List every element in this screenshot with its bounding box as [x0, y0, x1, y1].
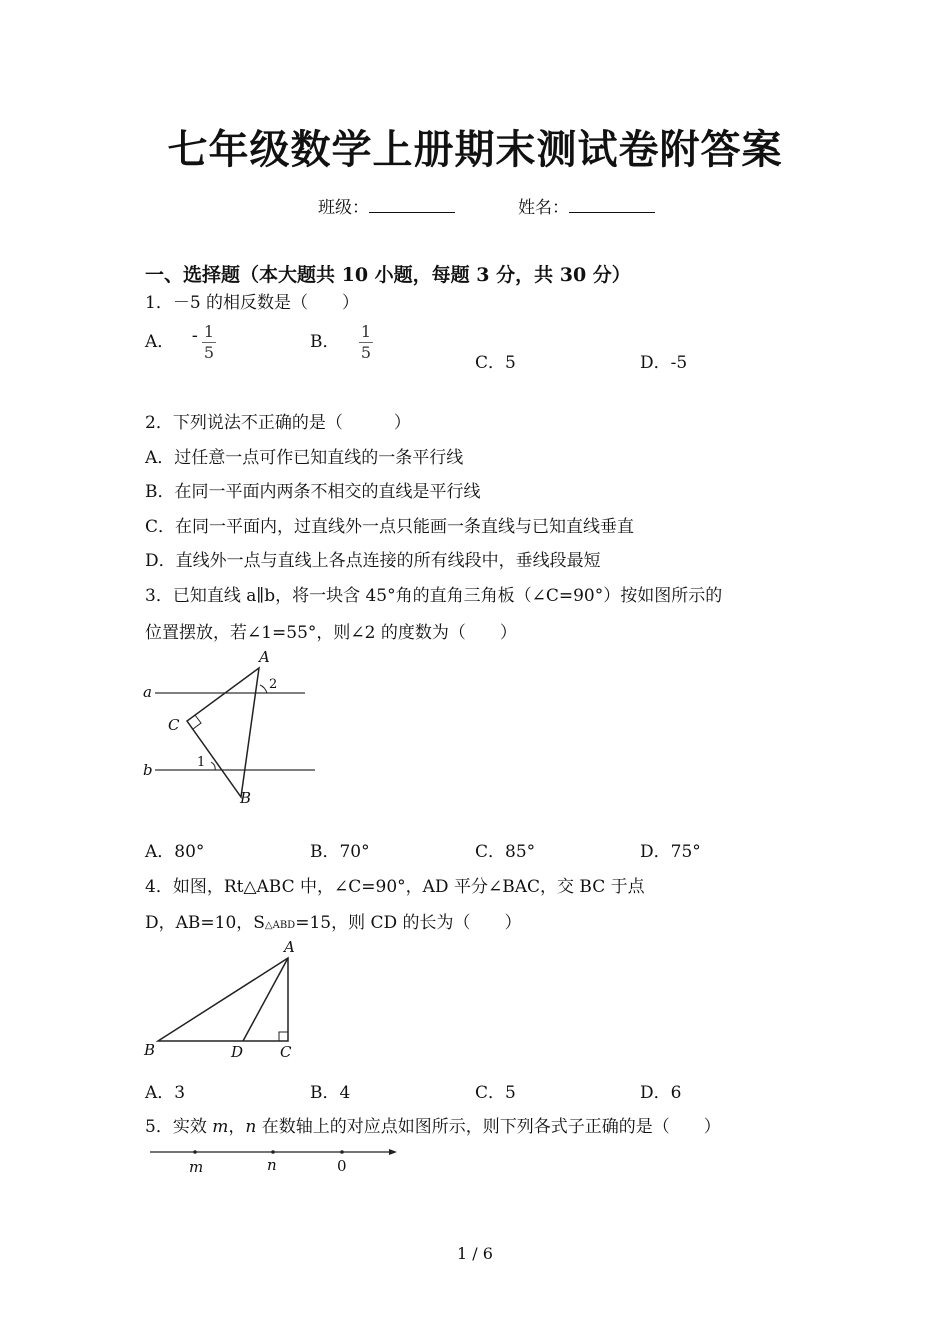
label-vertex-B: B	[144, 1041, 156, 1059]
q1-option-c: C．5	[475, 353, 516, 373]
q2-option-d: D．直线外一点与直线上各点连接的所有线段中，垂线段最短	[145, 551, 601, 571]
q1-b-fraction	[359, 322, 373, 363]
q5-stem	[145, 1112, 721, 1137]
q3-option-c: C．85°	[475, 842, 536, 862]
right-angle-mark-C	[193, 715, 201, 729]
q1-a-label: A．	[145, 332, 175, 352]
class-blank	[369, 196, 455, 213]
q4-figure	[138, 935, 308, 1065]
name-label: 姓名：	[518, 198, 569, 218]
q1-a-numerator: 1	[203, 322, 215, 341]
q3-figure	[135, 645, 335, 810]
name-blank	[569, 196, 655, 213]
q5-var-m: m	[212, 1117, 229, 1137]
q3-stem-line2: 位置摆放，若∠1=55°，则∠2 的度数为（ ）	[145, 623, 517, 643]
triangle-ABC	[158, 958, 288, 1041]
label-vertex-A: A	[284, 938, 295, 956]
name-field	[518, 193, 655, 218]
q2-stem: 2．下列说法不正确的是（ ）	[145, 413, 411, 433]
point-n	[271, 1150, 275, 1154]
q2-option-b: B．在同一平面内两条不相交的直线是平行线	[145, 482, 481, 502]
section-heading: 一、选择题（本大题共 10 小题，每题 3 分，共 30 分）	[145, 264, 631, 286]
q3-stem-line1: 3．已知直线 a∥b，将一块含 45°角的直角三角板（∠C=90°）按如图所示的	[145, 586, 723, 606]
angle-1-arc	[211, 762, 215, 770]
label-zero: 0	[337, 1157, 347, 1175]
q1-option-b	[310, 322, 373, 363]
page-number: 1 / 6	[457, 1244, 493, 1263]
label-vertex-D: D	[231, 1043, 244, 1061]
label-angle-2: 2	[269, 677, 278, 692]
q1-b-label: B．	[310, 332, 340, 352]
right-angle-mark-C	[279, 1032, 288, 1041]
q1-b-numerator: 1	[360, 322, 372, 341]
q4-option-c: C．5	[475, 1083, 516, 1103]
q1-a-sign: -	[191, 326, 198, 346]
q5-stem-post: 在数轴上的对应点如图所示，则下列各式子正确的是（ ）	[256, 1117, 721, 1137]
q4-option-b: B．4	[310, 1083, 351, 1103]
point-0	[340, 1150, 344, 1154]
q3-option-b: B．70°	[310, 842, 370, 862]
q4-area-subscript: △ABD	[264, 920, 296, 931]
q5-number-line	[145, 1142, 405, 1182]
q4-stem-line2	[145, 908, 522, 933]
q4-stem-line1: 4．如图，Rt△ABC 中，∠C=90°，AD 平分∠BAC，交 BC 于点	[145, 877, 645, 897]
q1-option-a	[145, 322, 216, 363]
q1-a-denominator: 5	[203, 343, 215, 362]
label-angle-1: 1	[197, 755, 206, 770]
q4-stem-line2-pre: D，AB=10，S	[145, 913, 265, 933]
q5-var-n: n	[245, 1117, 257, 1137]
page-title: 七年级数学上册期末测试卷附答案	[167, 126, 783, 173]
label-vertex-C: C	[168, 716, 180, 734]
label-m: m	[189, 1158, 204, 1176]
label-vertex-B: B	[240, 789, 252, 807]
q1-b-denominator: 5	[360, 343, 372, 362]
bisector-AD	[243, 958, 288, 1041]
q1-stem: 1．－5 的相反数是（ ）	[145, 293, 360, 313]
q1-option-d: D．-5	[640, 353, 688, 373]
triangle-ABC	[187, 668, 259, 797]
point-m	[193, 1150, 197, 1154]
q1-a-fraction	[202, 322, 216, 363]
q2-option-a: A．过任意一点可作已知直线的一条平行线	[145, 448, 464, 468]
q3-option-d: D．75°	[640, 842, 701, 862]
label-line-a: a	[143, 683, 152, 701]
q4-option-d: D．6	[640, 1083, 682, 1103]
label-vertex-A: A	[259, 648, 270, 666]
q5-stem-pre: 5．实效	[145, 1117, 213, 1137]
q5-stem-mid: ，	[228, 1117, 246, 1137]
class-label: 班级：	[318, 198, 369, 218]
number-line-arrow	[389, 1149, 397, 1155]
q4-option-a: A．3	[145, 1083, 186, 1103]
label-vertex-C: C	[280, 1043, 292, 1061]
class-field	[318, 193, 455, 218]
q4-stem-line2-post: =15，则 CD 的长为（ ）	[295, 913, 522, 933]
label-line-b: b	[143, 761, 153, 779]
q3-option-a: A．80°	[145, 842, 205, 862]
q2-option-c: C．在同一平面内，过直线外一点只能画一条直线与已知直线垂直	[145, 517, 635, 537]
label-n: n	[267, 1156, 277, 1174]
angle-2-arc	[260, 685, 267, 693]
